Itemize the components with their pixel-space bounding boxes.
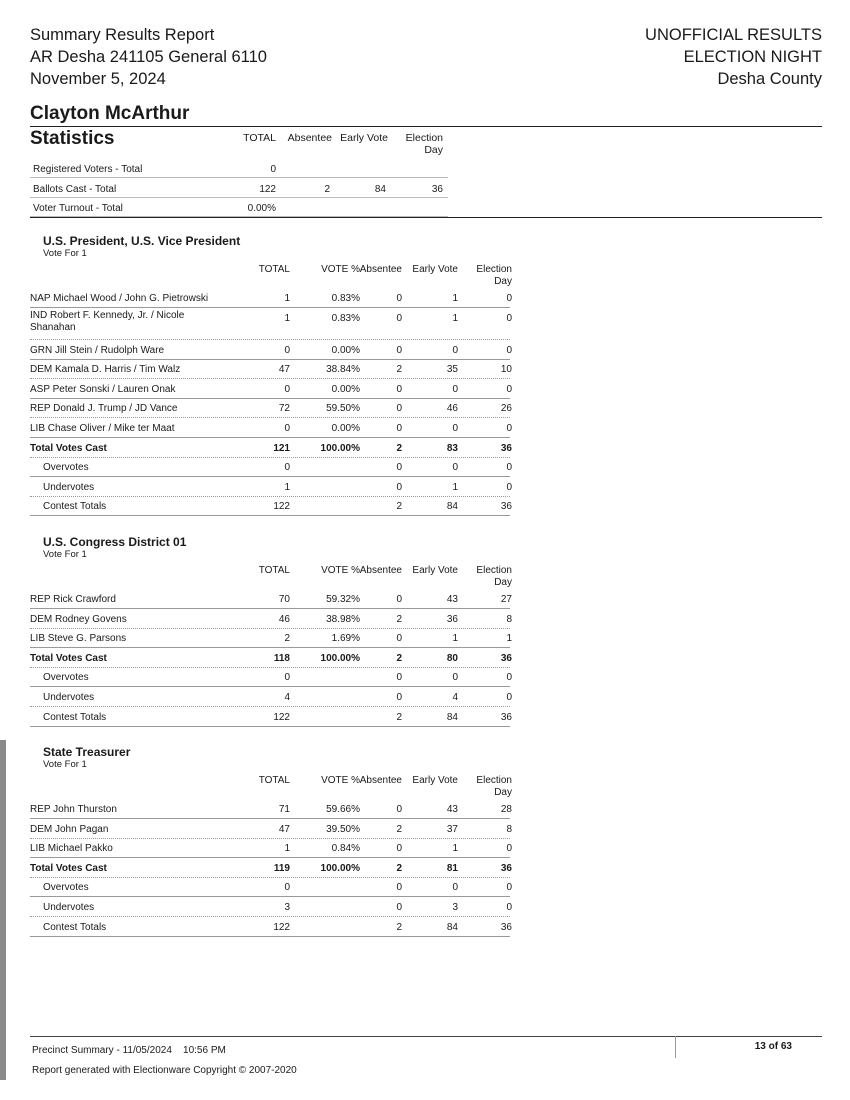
col-election-day: Election Day (476, 775, 512, 798)
candidate-name: REP Rick Crawford (30, 594, 116, 605)
value-total: 0 (284, 383, 290, 395)
col-vote-pct: VOTE % (321, 775, 360, 786)
value-pct: 100.00% (320, 862, 360, 874)
row-underline (30, 706, 510, 707)
value-eday: 0 (506, 423, 512, 434)
summary-label: Contest Totals (43, 711, 107, 723)
summary-label: Contest Totals (43, 501, 107, 513)
stats-total: 0 (270, 164, 276, 175)
vote-for: Vote For 1 (43, 549, 87, 560)
value-absentee: 2 (396, 613, 402, 625)
row-underline (30, 515, 510, 516)
value-eday: 36 (500, 711, 512, 723)
row-underline (30, 936, 510, 937)
stats-eday: 36 (431, 184, 443, 195)
value-eday: 0 (506, 672, 512, 684)
summary-row (30, 498, 510, 516)
value-total: 1 (284, 293, 290, 304)
value-total: 47 (278, 364, 290, 376)
status-label: UNOFFICIAL RESULTS (645, 26, 822, 44)
value-eday: 0 (506, 462, 512, 474)
value-eday: 1 (506, 633, 512, 645)
value-early: 0 (452, 882, 458, 894)
value-total: 0 (284, 672, 290, 684)
value-pct: 39.50% (326, 823, 360, 835)
col-election-day: Election Day (476, 565, 512, 588)
stats-early: 84 (374, 184, 386, 195)
stats-row-label: Voter Turnout - Total (33, 203, 123, 214)
row-underline (30, 457, 510, 458)
summary-row (30, 919, 510, 937)
value-absentee: 2 (396, 921, 402, 933)
statistics-title: Statistics (30, 128, 115, 149)
value-eday: 28 (500, 804, 512, 815)
summary-row (30, 669, 510, 687)
footer-tick (675, 1036, 676, 1058)
col-total: TOTAL (258, 775, 290, 786)
summary-row (30, 709, 510, 727)
footer-generated: Report generated with Electionware Copyright © 2007-2020 (32, 1065, 297, 1076)
county-label: Desha County (717, 70, 822, 88)
value-pct: 100.00% (320, 442, 360, 454)
value-total: 0 (284, 423, 290, 434)
row-underline (30, 896, 510, 897)
summary-row (30, 689, 510, 707)
value-total: 122 (273, 921, 290, 933)
value-eday: 10 (500, 364, 512, 376)
row-underline (30, 818, 510, 819)
row-underline (30, 437, 510, 438)
value-early: 0 (452, 383, 458, 395)
value-total: 118 (273, 652, 290, 664)
value-eday: 36 (500, 501, 512, 513)
value-absentee: 2 (396, 862, 402, 874)
stats-row (30, 180, 448, 198)
candidate-row (30, 420, 510, 438)
precinct-name: Clayton McArthur (30, 103, 190, 124)
value-early: 83 (446, 442, 458, 454)
candidate-row (30, 400, 510, 418)
value-early: 46 (446, 403, 458, 415)
value-total: 1 (284, 312, 290, 324)
contest-title: State Treasurer (43, 745, 131, 759)
value-total: 122 (273, 501, 290, 513)
stats-col-early: Early Vote (340, 132, 388, 144)
row-underline (30, 476, 510, 477)
value-eday: 0 (506, 383, 512, 395)
value-eday: 0 (506, 481, 512, 493)
row-underline (30, 359, 510, 360)
value-absentee: 0 (396, 481, 402, 493)
col-vote-pct: VOTE % (321, 565, 360, 576)
value-eday: 36 (500, 652, 512, 664)
value-eday: 0 (506, 293, 512, 304)
row-underline (30, 339, 510, 340)
row-underline (30, 857, 510, 858)
value-eday: 27 (500, 594, 512, 605)
value-pct: 0.00% (331, 344, 360, 356)
value-eday: 36 (500, 921, 512, 933)
stats-row (30, 160, 448, 178)
divider (30, 126, 822, 127)
value-total: 0 (284, 882, 290, 894)
election-date: November 5, 2024 (30, 70, 166, 88)
candidate-row (30, 611, 510, 629)
value-absentee: 0 (396, 462, 402, 474)
value-early: 36 (446, 613, 458, 625)
stats-col-absentee: Absentee (287, 132, 332, 144)
value-early: 0 (452, 423, 458, 434)
value-total: 70 (278, 594, 290, 605)
value-absentee: 2 (396, 711, 402, 723)
row-underline (30, 667, 510, 668)
scan-edge-strip (0, 740, 6, 1080)
footer-summary: Precinct Summary - 11/05/2024 (32, 1045, 172, 1056)
value-pct: 38.98% (326, 613, 360, 625)
footer-time: 10:56 PM (183, 1045, 226, 1056)
value-pct: 0.00% (331, 423, 360, 434)
value-total: 71 (278, 804, 290, 815)
summary-row (30, 479, 510, 497)
summary-label: Overvotes (43, 462, 89, 474)
report-status (645, 24, 822, 90)
row-underline (30, 608, 510, 609)
value-pct: 0.00% (331, 383, 360, 395)
row-underline (30, 838, 510, 839)
value-eday: 0 (506, 692, 512, 703)
contest-title: U.S. Congress District 01 (43, 535, 187, 549)
total-label: Total Votes Cast (30, 652, 107, 664)
candidate-name: REP Donald J. Trump / JD Vance (30, 403, 178, 415)
value-early: 37 (446, 823, 458, 835)
value-absentee: 2 (396, 501, 402, 513)
value-pct: 59.32% (326, 594, 360, 605)
value-early: 43 (446, 594, 458, 605)
candidate-name: DEM John Pagan (30, 823, 109, 835)
vote-for: Vote For 1 (43, 759, 87, 770)
row-underline (30, 496, 510, 497)
value-early: 80 (446, 652, 458, 664)
stats-total: 0.00% (247, 203, 276, 214)
value-eday: 0 (506, 344, 512, 356)
candidate-row (30, 591, 510, 609)
value-absentee: 2 (396, 652, 402, 664)
summary-row (30, 879, 510, 897)
value-absentee: 0 (396, 902, 402, 913)
value-eday: 26 (500, 403, 512, 415)
value-pct: 0.83% (331, 312, 360, 324)
candidate-row (30, 310, 510, 340)
summary-row (30, 459, 510, 477)
col-absentee: Absentee (359, 775, 402, 786)
stage-label: ELECTION NIGHT (683, 48, 822, 66)
total-row (30, 860, 510, 878)
value-early: 1 (452, 312, 458, 324)
total-label: Total Votes Cast (30, 442, 107, 454)
col-absentee: Absentee (359, 565, 402, 576)
candidate-name: ASP Peter Sonski / Lauren Onak (30, 383, 176, 395)
value-pct: 0.84% (331, 843, 360, 855)
value-early: 1 (452, 293, 458, 304)
value-total: 0 (284, 462, 290, 474)
value-total: 0 (284, 344, 290, 356)
value-early: 1 (452, 843, 458, 855)
col-absentee: Absentee (359, 264, 402, 275)
row-underline (30, 916, 510, 917)
value-eday: 0 (506, 843, 512, 855)
summary-label: Undervotes (43, 692, 95, 703)
footer-divider (30, 1036, 822, 1037)
row-underline (30, 628, 510, 629)
value-early: 1 (452, 633, 458, 645)
value-total: 122 (273, 711, 290, 723)
summary-label: Undervotes (43, 902, 95, 913)
value-total: 46 (278, 613, 290, 625)
value-absentee: 0 (396, 594, 402, 605)
candidate-name: REP John Thurston (30, 804, 117, 815)
value-early: 3 (452, 902, 458, 913)
value-early: 1 (452, 481, 458, 493)
value-eday: 36 (500, 862, 512, 874)
candidate-row (30, 381, 510, 399)
value-early: 0 (452, 462, 458, 474)
row-underline (30, 647, 510, 648)
row-underline (30, 877, 510, 878)
value-eday: 0 (506, 312, 512, 324)
row-underline (30, 686, 510, 687)
candidate-row (30, 821, 510, 839)
value-early: 84 (446, 711, 458, 723)
stats-row-label: Ballots Cast - Total (33, 184, 117, 195)
candidate-row (30, 840, 510, 858)
col-total: TOTAL (258, 264, 290, 275)
value-absentee: 0 (396, 423, 402, 434)
candidate-name: LIB Steve G. Parsons (30, 633, 127, 645)
value-absentee: 0 (396, 383, 402, 395)
row-underline (30, 378, 510, 379)
value-absentee: 2 (396, 823, 402, 835)
value-pct: 38.84% (326, 364, 360, 376)
value-absentee: 0 (396, 843, 402, 855)
value-early: 84 (446, 501, 458, 513)
value-absentee: 0 (396, 293, 402, 304)
row-underline (30, 398, 510, 399)
candidate-row (30, 630, 510, 648)
value-total: 3 (284, 902, 290, 913)
value-total: 4 (284, 692, 290, 703)
value-total: 1 (284, 843, 290, 855)
value-pct: 59.66% (326, 804, 360, 815)
value-total: 72 (278, 403, 290, 415)
value-early: 81 (446, 862, 458, 874)
row-underline (30, 417, 510, 418)
vote-for: Vote For 1 (43, 248, 87, 259)
value-total: 119 (273, 862, 290, 874)
divider (30, 217, 822, 218)
value-eday: 0 (506, 902, 512, 913)
report-header (30, 24, 267, 90)
value-eday: 8 (506, 613, 512, 625)
candidate-name: DEM Kamala D. Harris / Tim Walz (30, 364, 181, 376)
value-early: 84 (446, 921, 458, 933)
candidate-row (30, 801, 510, 819)
summary-label: Overvotes (43, 672, 89, 684)
candidate-row (30, 342, 510, 360)
value-absentee: 0 (396, 672, 402, 684)
stats-col-total: TOTAL (243, 132, 276, 144)
candidate-name: LIB Michael Pakko (30, 843, 113, 855)
total-row (30, 650, 510, 668)
candidate-name: NAP Michael Wood / John G. Pietrowski (30, 293, 209, 304)
value-total: 47 (278, 823, 290, 835)
value-eday: 36 (500, 442, 512, 454)
candidate-row (30, 290, 510, 308)
col-early-vote: Early Vote (412, 775, 458, 786)
value-total: 2 (284, 633, 290, 645)
footer (32, 1041, 297, 1081)
candidate-row (30, 361, 510, 379)
value-absentee: 2 (396, 442, 402, 454)
candidate-name: LIB Chase Oliver / Mike ter Maat (30, 423, 175, 434)
value-absentee: 0 (396, 344, 402, 356)
value-early: 43 (446, 804, 458, 815)
value-pct: 59.50% (326, 403, 360, 415)
value-pct: 1.69% (331, 633, 360, 645)
value-absentee: 2 (396, 364, 402, 376)
stats-row-label: Registered Voters - Total (33, 164, 143, 175)
page-number: 13 of 63 (754, 1041, 792, 1052)
col-total: TOTAL (258, 565, 290, 576)
value-absentee: 0 (396, 312, 402, 324)
report-title: Summary Results Report (30, 26, 215, 44)
value-absentee: 0 (396, 692, 402, 703)
value-early: 0 (452, 344, 458, 356)
stats-col-eday: Election Day (405, 132, 443, 156)
value-early: 35 (446, 364, 458, 376)
value-pct: 0.83% (331, 293, 360, 304)
col-vote-pct: VOTE % (321, 264, 360, 275)
stats-total: 122 (259, 184, 276, 195)
summary-row (30, 899, 510, 917)
value-early: 4 (452, 692, 458, 703)
candidate-name: IND Robert F. Kennedy, Jr. / Nicole Shanahan (30, 309, 185, 333)
stats-absentee: 2 (324, 184, 330, 195)
value-absentee: 0 (396, 403, 402, 415)
summary-label: Overvotes (43, 882, 89, 894)
value-absentee: 0 (396, 804, 402, 815)
row-underline (30, 726, 510, 727)
value-eday: 8 (506, 823, 512, 835)
election-name: AR Desha 241105 General 6110 (30, 48, 267, 66)
value-absentee: 0 (396, 633, 402, 645)
col-early-vote: Early Vote (412, 565, 458, 576)
summary-label: Contest Totals (43, 921, 107, 933)
row-underline (30, 307, 510, 308)
col-early-vote: Early Vote (412, 264, 458, 275)
value-total: 121 (273, 442, 290, 454)
value-absentee: 0 (396, 882, 402, 894)
candidate-name: DEM Rodney Govens (30, 613, 127, 625)
value-eday: 0 (506, 882, 512, 894)
value-total: 1 (284, 481, 290, 493)
candidate-name: GRN Jill Stein / Rudolph Ware (30, 344, 165, 356)
stats-row (30, 199, 448, 217)
value-pct: 100.00% (320, 652, 360, 664)
col-election-day: Election Day (476, 264, 512, 287)
contest-title: U.S. President, U.S. Vice President (43, 234, 241, 248)
total-row (30, 440, 510, 458)
value-early: 0 (452, 672, 458, 684)
total-label: Total Votes Cast (30, 862, 107, 874)
summary-label: Undervotes (43, 481, 95, 493)
